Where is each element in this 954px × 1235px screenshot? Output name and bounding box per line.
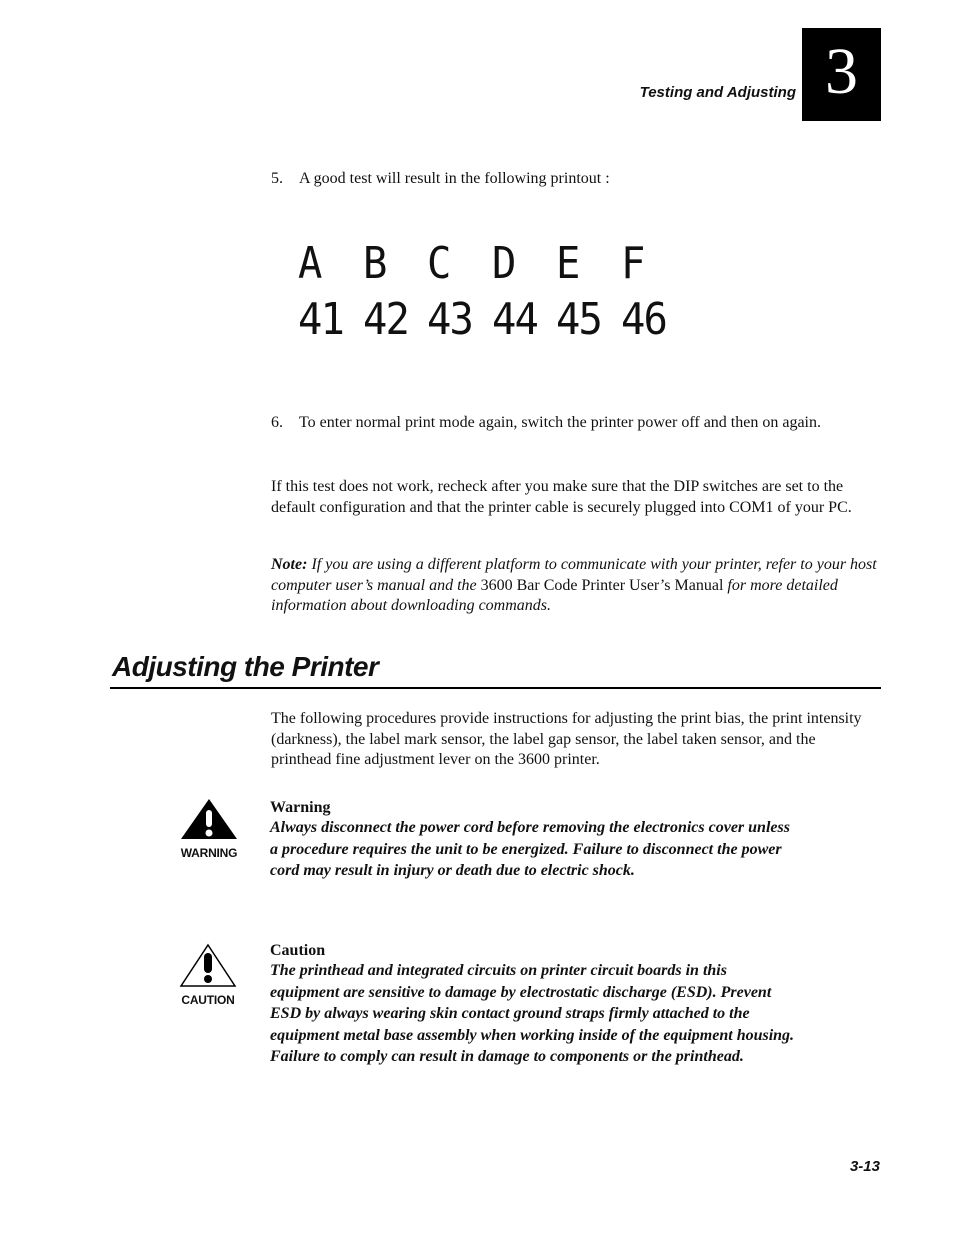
running-header-title: Testing and Adjusting (639, 84, 796, 101)
step-text: To enter normal print mode again, switch the printer power off and then on again. (299, 414, 821, 431)
recheck-paragraph: If this test does not work, recheck after you make sure that the DIP switches are set to the default configuration and that the printer cable is securely plugged into COM1 of your PC. (271, 478, 852, 516)
chapter-tab (802, 28, 881, 121)
caution-symbol (173, 943, 243, 1005)
test-printout-sample (298, 238, 698, 348)
printout-hex-code: 41 (298, 294, 344, 345)
caution-icon (173, 943, 243, 989)
note-paragraph (271, 555, 881, 617)
caution-text: The printhead and integrated circuits on printer circuit boards in this equipment are sensitive to damage by electrostatic discharge (ESD). Prevent ESD by always wearing skin contact ground straps firmly attached to the equipment metal base assembly when working inside of the equipment housing. Failure to comply can result in damage to components or the printhead. (270, 962, 795, 1065)
printout-letters-row (298, 238, 685, 289)
warning-icon-label: WARNING (180, 846, 238, 860)
printout-hex-code: 46 (620, 294, 666, 345)
chapter-number: 3 (825, 34, 858, 108)
warning-text: Always disconnect the power cord before removing the electronics cover unless a procedure requires the unit to be energized. Failure to disconnect the power cord may result in injury or death due to electric shock. (270, 819, 790, 879)
printout-letter: B (362, 238, 387, 289)
printout-hex-code: 43 (427, 294, 473, 345)
warning-icon (174, 797, 244, 841)
printout-letter: A (298, 238, 323, 289)
warning-symbol (174, 797, 244, 860)
page-number: 3-13 (849, 1158, 880, 1175)
printout-letter: F (620, 238, 645, 289)
step-6 (271, 413, 881, 434)
caution-icon-label: CAUTION (181, 993, 235, 1007)
printout-letter: D (491, 238, 516, 289)
printout-hex-code: 42 (362, 294, 408, 345)
manual-title: 3600 Bar Code Printer User’s Manual (480, 576, 724, 594)
step-5 (271, 169, 881, 190)
warning-title: Warning (270, 799, 331, 816)
note-text-after: for more detailed information about downloading commands. (271, 576, 838, 614)
note-text-before: If you are using a different platform to communicate with your printer, refer to your host computer user’s manual and the (271, 556, 877, 594)
section-divider (110, 687, 881, 689)
step-text: A good test will result in the following printout : (299, 170, 610, 187)
printout-hex-code: 44 (491, 294, 537, 345)
printout-hex-code: 45 (556, 294, 602, 345)
section-heading: Adjusting the Printer (112, 651, 379, 682)
caution-title: Caution (270, 942, 326, 959)
printout-hex-row (298, 294, 685, 345)
printout-letter: E (556, 238, 581, 289)
step-number: 5. (271, 170, 283, 187)
step-number: 6. (271, 414, 283, 431)
printout-letter: C (427, 238, 452, 289)
intro-paragraph: The following procedures provide instructions for adjusting the print bias, the print intensity (darkness), the label mark sensor, the label gap sensor, the label taken sensor, and the printhead fine adjustment lever on the 3600 printer. (271, 710, 862, 768)
note-label: Note: (271, 556, 308, 573)
